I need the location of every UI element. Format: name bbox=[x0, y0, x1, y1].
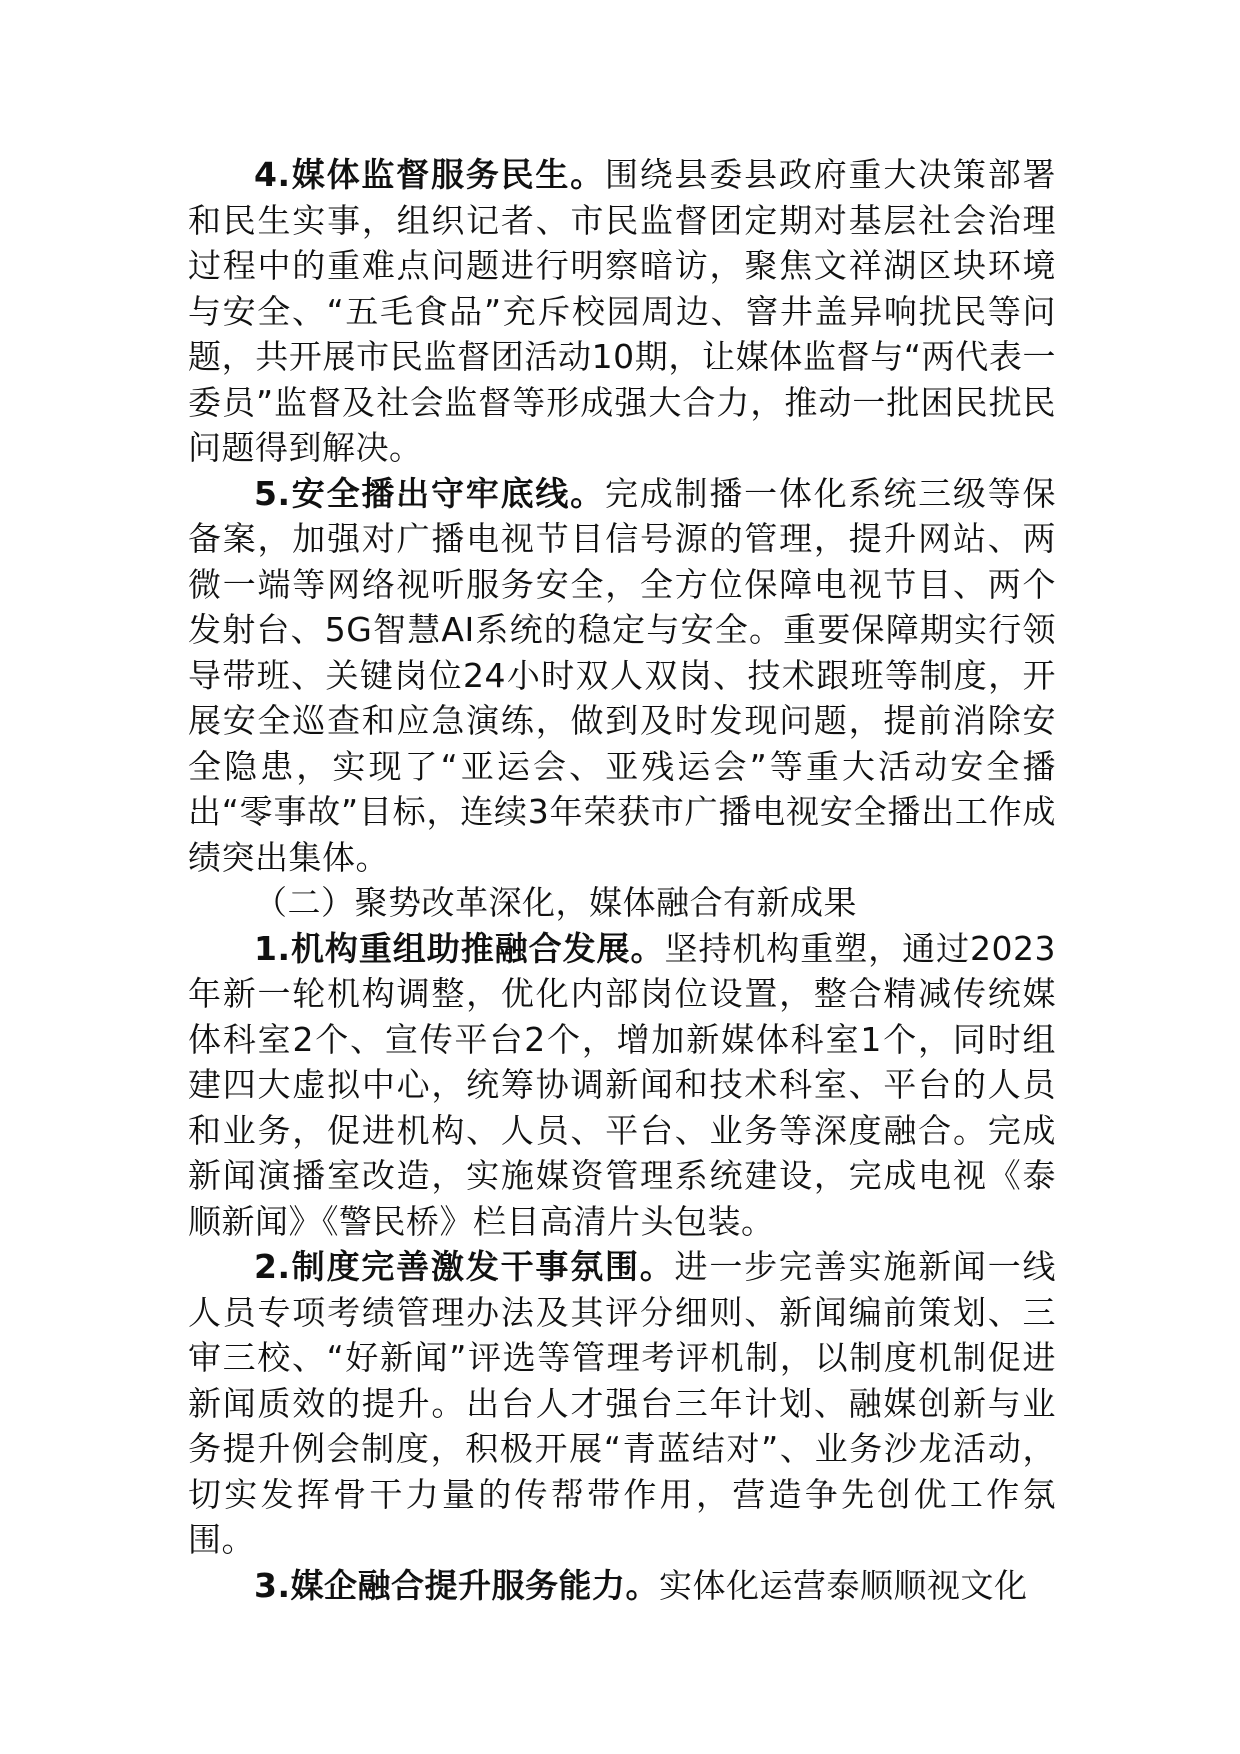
paragraph-media-enterprise-integration bbox=[188, 1563, 1056, 1609]
paragraph-institution-reorganization bbox=[188, 926, 1056, 1245]
paragraph-heading: 5.安全播出守牢底线。 bbox=[254, 473, 605, 513]
paragraph-heading: 2.制度完善激发干事氛围。 bbox=[254, 1247, 675, 1286]
paragraph-safe-broadcast bbox=[188, 471, 1056, 881]
paragraph-body: 进一步完善实施新闻一线人员专项考绩管理办法及其评分细则、新闻编前策划、三审三校、“好新闻”评选等管理考评机制，以制度机制促进新闻质效的提升。出台人才强台三年计划、融媒创新与业务提升例会制度，积极开展“青蓝结对”、业务沙龙活动，切实发挥骨干力量的传帮带作用，营造争先创优工作氛围。 bbox=[188, 1247, 1057, 1559]
document-page bbox=[188, 152, 1056, 1608]
paragraph-body: 坚持机构重塑，通过2023年新一轮机构调整，优化内部岗位设置，整合精减传统媒体科室2个、宣传平台2个，增加新媒体科室1个，同时组建四大虚拟中心，统筹协调新闻和技术科室、平台的人员和业务，促进机构、人员、平台、业务等深度融合。完成新闻演播室改造，实施媒资管理系统建设，完成电视《泰顺新闻》《警民桥》栏目高清片头包装。 bbox=[188, 928, 1056, 1241]
paragraph-heading: 3.媒企融合提升服务能力。 bbox=[254, 1565, 659, 1605]
paragraph-heading: 1.机构重组助推融合发展。 bbox=[254, 928, 665, 968]
section-heading: （二）聚势改革深化，媒体融合有新成果 bbox=[254, 883, 857, 922]
paragraph-heading: 4.媒体监督服务民生。 bbox=[254, 155, 605, 194]
paragraph-body: 完成制播一体化系统三级等保备案，加强对广播电视节目信号源的管理，提升网站、两微一端等网络视听服务安全，全方位保障电视节目、两个发射台、5G智慧AI系统的稳定与安全。重要保障期实行领导带班、关键岗位24小时双人双岗、技术跟班等制度，开展安全巡查和应急演练，做到及时发现问题，提前消除安全隐患，实现了“亚运会、亚残运会”等重大活动安全播出“零事故”目标，连续3年荣获市广播电视安全播出工作成绩突出集体。 bbox=[188, 473, 1056, 877]
paragraph-body: 实体化运营泰顺顺视文化 bbox=[659, 1565, 1028, 1605]
paragraph-body: 围绕县委县政府重大决策部署和民生实事，组织记者、市民监督团定期对基层社会治理过程中的重难点问题进行明察暗访，聚焦文祥湖区块环境与安全、“五毛食品”充斥校园周边、窨井盖异响扰民等问题，共开展市民监督团活动10期，让媒体监督与“两代表一委员”监督及社会监督等形成强大合力，推动一批困民扰民问题得到解决。 bbox=[188, 155, 1056, 467]
paragraph-system-improvement bbox=[188, 1244, 1056, 1563]
paragraph-media-supervision bbox=[188, 152, 1056, 471]
